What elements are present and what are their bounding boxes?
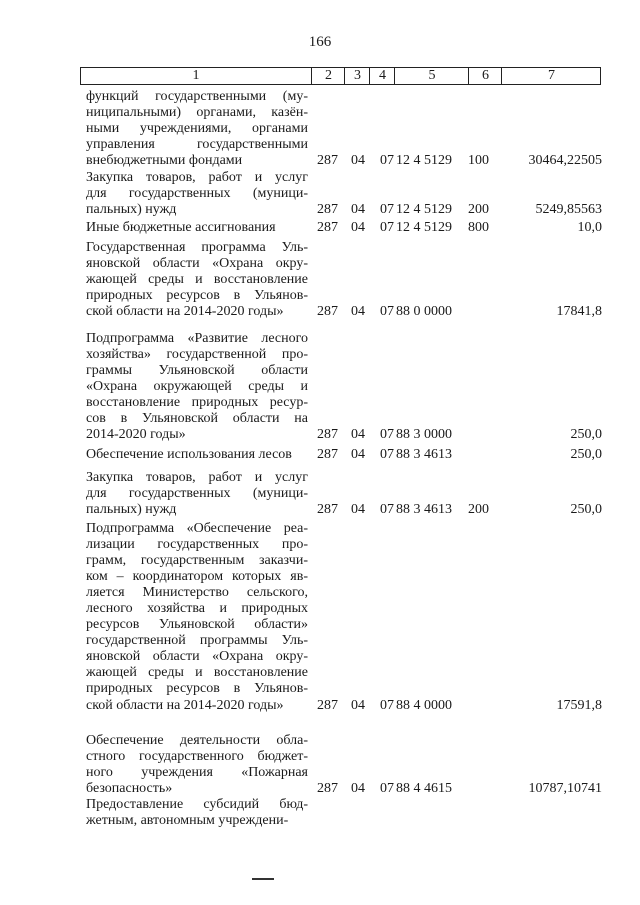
cell-c4: 07 [380,697,394,713]
cell-c7: 17841,8 [556,304,602,320]
description-line: для государственных (муници- [86,186,308,202]
cell-c3: 04 [351,502,365,518]
cell-c6: 100 [468,153,489,169]
description-line: хозяйства» государственной про- [86,347,308,363]
description-line: лесного хозяйства и природных [86,601,308,617]
cell-c5: 88 4 0000 [396,697,452,713]
description-line: Закупка товаров, работ и услуг [86,170,308,185]
description-line: Иные бюджетные ассигнования [86,220,276,235]
description-line: ными учреждениями, органами [86,121,308,137]
header-col-3: 3 [344,68,370,84]
header-col-4: 4 [369,68,395,84]
description-line: сов в Ульяновской области на [86,411,308,427]
cell-c3: 04 [351,447,365,462]
description-line: природных ресурсов в Ульянов- [86,288,308,304]
header-col-6: 6 [468,68,502,84]
cell-c7: 30464,22505 [528,153,602,169]
description-line: Подпрограмма «Развитие лесного [86,331,308,346]
cell-c6: 800 [468,220,489,235]
cell-c2: 287 [317,427,338,443]
table-header [80,67,601,85]
description-line: ской области на 2014-2020 годы» [86,304,284,320]
description-line: Обеспечение использования лесов [86,447,292,462]
description-line: стного государственного бюджет- [86,749,308,765]
cell-c2: 287 [317,697,338,713]
description-line: Закупка товаров, работ и услуг [86,470,308,485]
description-line: ресурсов Ульяновской области» [86,617,308,633]
cell-c4: 07 [380,502,394,518]
description-line: безопасность» [86,781,173,797]
description-line: граммы Ульяновской области [86,363,308,379]
footer-mark [252,878,274,880]
cell-c2: 287 [317,781,338,797]
row-description [86,331,308,443]
cell-c4: 07 [380,447,394,462]
description-line: ного учреждения «Пожарная [86,765,308,781]
cell-c2: 287 [317,202,338,218]
description-line: «Охрана окружающей среды и [86,379,308,395]
cell-c4: 07 [380,304,394,320]
description-line: яновской области «Охрана окру- [86,256,308,272]
cell-c6: 200 [468,502,489,518]
cell-c5: 88 3 0000 [396,427,452,443]
cell-c4: 07 [380,427,394,443]
header-col-2: 2 [311,68,345,84]
row-description [86,733,308,797]
description-line: жающей среды и восстановление [86,272,308,288]
description-line: лизации государственных про- [86,537,308,553]
description-line: Подпрограмма «Обеспечение реа- [86,521,308,536]
description-line: яновской области «Охрана окру- [86,649,308,665]
description-line: для государственных (муници- [86,486,308,502]
cell-c5: 12 4 5129 [396,202,452,218]
description-line: ком – координатором которых яв- [86,569,308,585]
cell-c2: 287 [317,220,338,235]
cell-c7: 5249,85563 [535,202,602,218]
cell-c7: 17591,8 [556,697,602,713]
page-number: 166 [308,34,332,50]
cell-c5: 88 3 4613 [396,447,452,462]
cell-c5: 88 0 0000 [396,304,452,320]
cell-c7: 250,0 [570,427,602,443]
description-line: внебюджетными фондами [86,153,243,169]
cell-c3: 04 [351,427,365,443]
description-line: Государственная программа Уль- [86,240,308,255]
cell-c4: 07 [380,781,394,797]
cell-c7: 10,0 [577,220,602,235]
cell-c7: 250,0 [570,447,602,462]
description-line: ской области на 2014-2020 годы» [86,697,284,713]
cell-c2: 287 [317,153,338,169]
cell-c5: 12 4 5129 [396,153,452,169]
cell-c4: 07 [380,153,394,169]
cell-c3: 04 [351,781,365,797]
description-line: грамм, государственным заказчи- [86,553,308,569]
description-line: 2014-2020 годы» [86,427,186,443]
cell-c2: 287 [317,304,338,320]
description-line: ниципальными) органами, казён- [86,105,308,121]
row-description [86,447,308,463]
description-line: функций государственными (му- [86,89,308,104]
cell-c6: 200 [468,202,489,218]
row-description [86,470,308,518]
description-line: жетным, автономным учреждени- [86,813,289,829]
description-line: пальных) нужд [86,502,177,518]
cell-c3: 04 [351,697,365,713]
description-line: восстановление природных ресур- [86,395,308,411]
cell-c4: 07 [380,220,394,235]
cell-c7: 250,0 [570,502,602,518]
description-line: управления государственными [86,137,308,153]
cell-c2: 287 [317,447,338,462]
row-description [86,797,308,829]
description-line: пальных) нужд [86,202,177,218]
cell-c2: 287 [317,502,338,518]
description-line: Обеспечение деятельности обла- [86,733,308,748]
cell-c3: 04 [351,304,365,320]
cell-c5: 12 4 5129 [396,220,452,235]
header-col-5: 5 [394,68,469,84]
cell-c3: 04 [351,220,365,235]
header-col-7: 7 [501,68,601,84]
row-description [86,170,308,218]
cell-c5: 88 3 4613 [396,502,452,518]
row-description [86,89,308,169]
cell-c3: 04 [351,153,365,169]
description-line: природных ресурсов в Ульянов- [86,681,308,697]
row-description [86,521,308,714]
header-col-1: 1 [192,68,200,83]
row-description [86,220,308,236]
cell-c7: 10787,10741 [528,781,602,797]
description-line: Предоставление субсидий бюд- [86,797,308,812]
description-line: государственной программы Уль- [86,633,308,649]
cell-c5: 88 4 4615 [396,781,452,797]
cell-c4: 07 [380,202,394,218]
description-line: жающей среды и восстановление [86,665,308,681]
cell-c3: 04 [351,202,365,218]
row-description [86,240,308,320]
description-line: ляется Министерство сельского, [86,585,308,601]
